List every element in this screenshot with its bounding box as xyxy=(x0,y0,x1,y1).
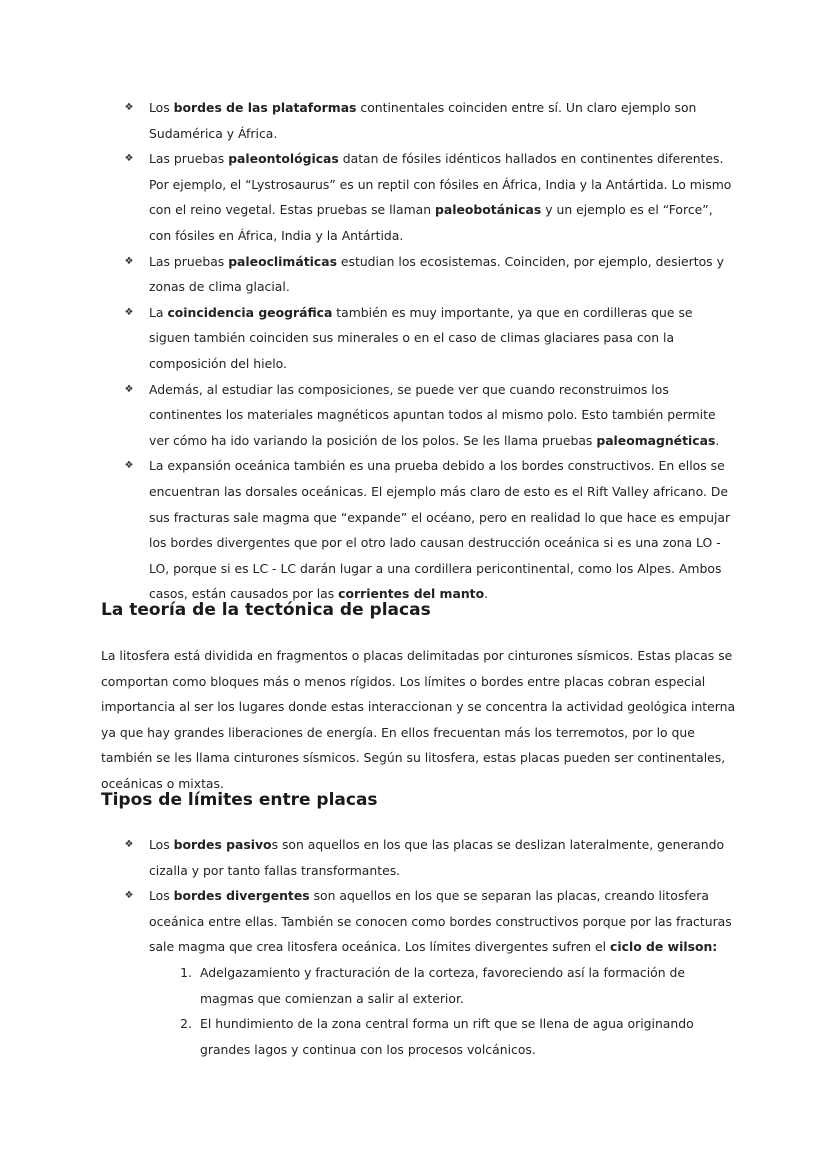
numbered-item: 2. El hundimiento de la zona central forma un rift que se llena de agua originando grandes lagos y continua con los procesos volcánicos. xyxy=(170,1011,730,1062)
boundary-types-list xyxy=(122,832,732,960)
body-paragraph: La litosfera está dividida en fragmentos o placas delimitadas por cinturones sísmicos. Estas placas se comportan como bloques más o menos rígidos. Los límites o bordes entre placas cobran especial importancia al ser los lugares donde estas interaccionan y se concentra la actividad geológica interna ya que hay grandes liberaciones de energía. En ellos frecuentan más los terremotos, por lo que también se les llama cinturones sísmicos. Según su litosfera, estas placas pueden ser continentales, oceánicas o mixtas. xyxy=(101,648,736,791)
evidence-list xyxy=(122,95,732,607)
list-item: ❖ Los bordes pasivos son aquellos en los que las placas se deslizan lateralmente, generando cizalla y por tanto fallas transformantes. xyxy=(122,832,732,883)
section-heading-plate-tectonics: La teoría de la tectónica de placas xyxy=(101,600,431,620)
numbered-item: 1. Adelgazamiento y fracturación de la corteza, favoreciendo así la formación de magmas que comienzan a salir al exterior. xyxy=(170,960,730,1011)
diamond-bullet-icon: ❖ xyxy=(124,839,134,850)
diamond-bullet-icon: ❖ xyxy=(124,890,134,902)
list-item: ❖ Las pruebas paleoclimáticas estudian los ecosistemas. Coinciden, por ejemplo, desiertos y zonas de clima glacial. xyxy=(122,249,732,300)
list-item: ❖ Los bordes de las plataformas continentales coinciden entre sí. Un claro ejemplo son Sudamérica y África. xyxy=(122,95,732,146)
diamond-bullet-icon: ❖ xyxy=(124,255,134,267)
diamond-bullet-icon: ❖ xyxy=(124,153,134,165)
list-item: ❖ Los bordes divergentes son aquellos en los que se separan las placas, creando litosfera oceánica entre ellas. También se conocen como bordes constructivos porque por las fracturas sale magma que crea litosfera oceánica. Los límites divergentes sufren el ciclo de wilson: xyxy=(122,883,732,960)
list-item: ❖ Las pruebas paleontológicas datan de fósiles idénticos hallados en continentes diferentes. Por ejemplo, el “Lystrosaurus” es un reptil con fósiles en África, India y la Antártida. Lo mismo con el reino vegetal. Estas pruebas se llaman paleobotánicas y un ejemplo es el “Force”, con fósiles en África, India y la Antártida. xyxy=(122,146,732,248)
wilson-cycle-list xyxy=(170,960,730,1062)
item-number: 1. xyxy=(180,965,192,980)
list-item: ❖ La expansión oceánica también es una prueba debido a los bordes constructivos. En ellos se encuentran las dorsales oceánicas. El ejemplo más claro de esto es el Rift Valley africano. De sus fracturas sale magma que “expande” el océano, pero en realidad lo que hace es empujar los bordes divergentes que por el otro lado causan destrucción oceánica si es una zona LO - LO, porque si es LC - LC darán lugar a una cordillera pericontinental, como los Alpes. Ambos casos, están causados por las corrientes del manto. xyxy=(122,453,732,607)
diamond-bullet-icon: ❖ xyxy=(124,460,134,472)
diamond-bullet-icon: ❖ xyxy=(124,383,134,395)
diamond-bullet-icon: ❖ xyxy=(124,102,134,113)
list-item: ❖ La coincidencia geográfica también es muy importante, ya que en cordilleras que se siguen también coinciden sus minerales o en el caso de climas glaciares pasa con la composición del hielo. xyxy=(122,300,732,377)
list-item: ❖ Además, al estudiar las composiciones, se puede ver que cuando reconstruimos los continentes los materiales magnéticos apuntan todos al mismo polo. Esto también permite ver cómo ha ido variando la posición de los polos. Se les llama pruebas paleomagnéticas. xyxy=(122,377,732,454)
diamond-bullet-icon: ❖ xyxy=(124,306,134,318)
item-number: 2. xyxy=(180,1016,192,1032)
section-heading-plate-boundaries: Tipos de límites entre placas xyxy=(101,790,378,810)
